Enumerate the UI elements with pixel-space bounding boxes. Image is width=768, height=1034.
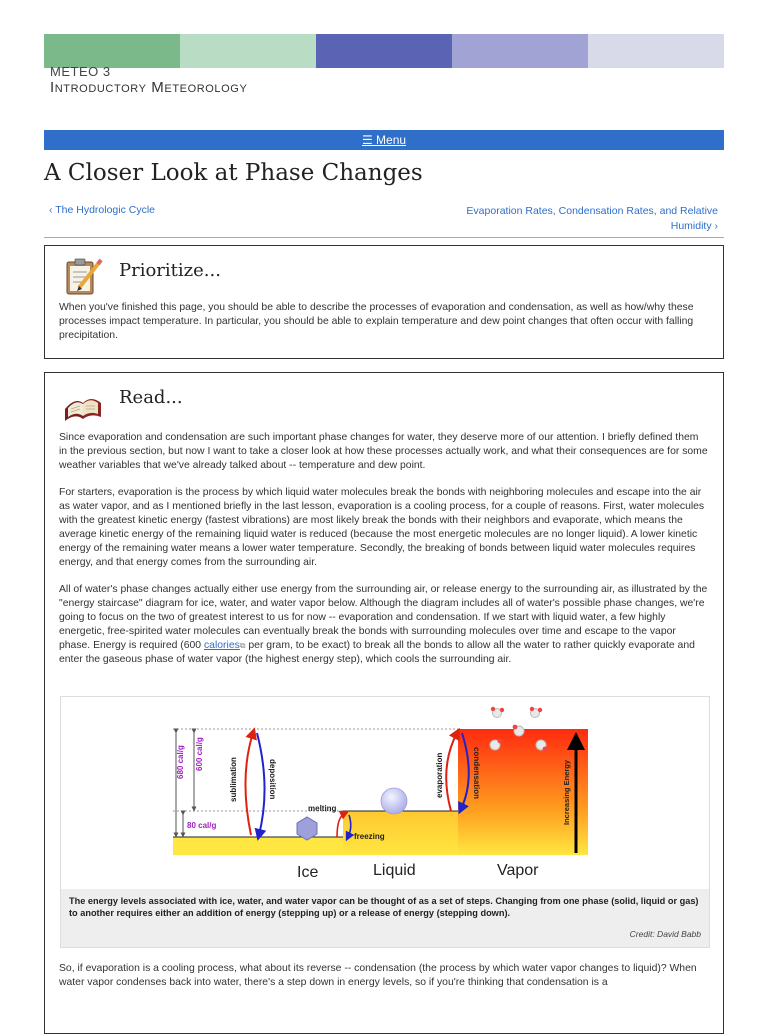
header-color-band [44, 34, 724, 68]
previous-page-link[interactable]: ‹ The Hydrologic Cycle [49, 204, 156, 216]
clipboard-pencil-icon [61, 254, 105, 298]
energy-staircase-diagram [61, 697, 709, 889]
cal-80-label: 80 cal/g [187, 821, 217, 830]
deposition-arrow [257, 733, 265, 835]
read-heading: Read... [119, 387, 183, 408]
course-name[interactable]: Introductory Meteorology [50, 79, 248, 96]
cal-680-label: 680 cal/g [176, 745, 185, 779]
deposition-label: deposition [268, 759, 277, 800]
color-band-segment [452, 34, 588, 68]
vapor-label: Vapor [497, 862, 539, 879]
sublimation-arrow [245, 733, 253, 835]
evaporation-arrow [446, 733, 457, 811]
divider [44, 237, 724, 238]
increasing-energy-label: Increasing Energy [562, 759, 571, 825]
read-after-figure [45, 962, 723, 1003]
calories-link[interactable]: calories [203, 640, 240, 651]
color-band-segment [588, 34, 724, 68]
menu-button[interactable]: ☰ Menu [361, 133, 407, 147]
evaporation-label: evaporation [435, 752, 444, 798]
melting-label: melting [308, 804, 337, 813]
color-band-segment [180, 34, 316, 68]
caption-text: The energy levels associated with ice, water, and water vapor can be thought of as a set of steps. Changing from one phase (solid, liquid or gas) to another requires either an addition of energy (stepping up) or a release of energy (stepping down). [69, 896, 699, 918]
color-band-segment [44, 34, 180, 68]
prioritize-text: When you've finished this page, you should be able to describe the processes of evaporation and condensation, as well as how/why these processes impact temperature. In particular, you should be able to explain temperature and dew point changes that often occur with falling precipitation. [59, 302, 694, 341]
course-code[interactable]: METEO 3 [50, 64, 111, 79]
condensation-label: condensation [472, 747, 481, 800]
sublimation-label: sublimation [229, 757, 238, 802]
energy-staircase-figure [60, 696, 710, 948]
cal-600-label: 600 cal/g [195, 737, 204, 771]
open-book-icon [61, 381, 105, 425]
prioritize-heading: Prioritize... [119, 260, 221, 281]
water-drop-icon [381, 788, 407, 814]
site-header [50, 64, 247, 96]
read-paragraph-4: So, if evaporation is a cooling process, what about its reverse -- condensation (the process by which water vapor changes to liquid)? When water vapor condenses back into water, there's a step down in energy levels, so if you're thinking that condensation is a [59, 963, 697, 988]
liquid-label: Liquid [373, 862, 416, 879]
ice-label: Ice [297, 864, 319, 881]
prioritize-box [44, 245, 724, 359]
figure-caption [61, 889, 709, 947]
read-box [44, 372, 724, 1034]
menu-bar [44, 130, 724, 150]
next-page-link[interactable]: Evaporation Rates, Condensation Rates, and Relative Humidity › [466, 205, 718, 232]
page-title: A Closer Look at Phase Changes [44, 160, 423, 186]
read-paragraph-3 [59, 583, 709, 667]
caption-credit: Credit: David Babb [629, 929, 701, 939]
read-paragraph-2: For starters, evaporation is the process by which liquid water molecules break the bonds with neighboring molecules and escape into the air as water vapor, and as I mentioned briefly in the last lesson, evaporation is a cooling process, for a couple of reasons. First, water molecules with the greatest kinetic energy (fastest vibrations) are most likely break the bonds with their neighbors and evaporate, which means the average kinetic energy of the remaining liquid water is reduced (because the most energetic molecules are no longer liquid). A lower kinetic energy of the remaining water means a lower water temperature. Secondly, the breaking of bonds between liquid water molecules requires energy, and that energy comes from the surrounding air. [59, 487, 705, 568]
read-paragraph-1: Since evaporation and condensation are such important phase changes for water, they deserve more of our attention. I briefly defined them in the previous section, but now I want to take a closer look at how these processes actually work, and what their consequences are for some weather variables that we've already talked about -- temperature and dew point. [59, 432, 708, 471]
read-paragraph-3-before: All of water's phase changes actually either use energy from the surrounding air, or release energy to the surrounding air, as illustrated by the "energy staircase" diagram for ice, water, and water vapor below. Although the diagram includes all of water's possible phase changes, we're going to focus on the two of greatest interest to us for now -- evaporation and condensation. If we start with liquid water, a few highly energetic, free-spirited water molecules can eventually break the bonds with surrounding molecules over time and escape to the vapor phase. Energy is required (600 [59, 584, 708, 651]
read-paragraph-3-after: per gram, to be exact) to break all the bonds to allow all the water to rather quickly evaporate and enter the gaseous phase of water vapor (the highest energy step), which cools the surrounding air. [59, 640, 695, 665]
color-band-segment [316, 34, 452, 68]
freezing-label: freezing [354, 832, 385, 841]
ice-step [173, 837, 343, 855]
external-link-icon: ⧉ [239, 641, 246, 650]
